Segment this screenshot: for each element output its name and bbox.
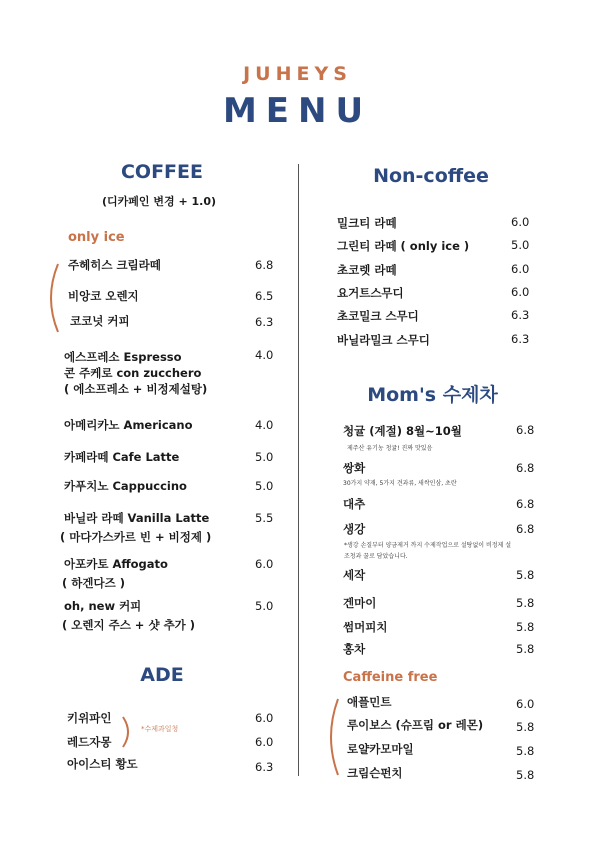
tea-note: *생강 손질부터 양금제거 까지 수제작업으로 설탕없이 비정제 설	[344, 542, 512, 549]
brand-name: JUHEYS	[243, 63, 352, 85]
noncoffee-item: 바닐라밀크 스무디	[337, 333, 430, 347]
caffeine-free-item: 루이보스 (슈프림 or 레몬)	[347, 718, 484, 732]
ade-price: 6.0	[255, 735, 274, 749]
coffee-item: 카페라떼 Cafe Latte	[64, 450, 180, 464]
ade-item: 키위파인	[67, 711, 112, 725]
noncoffee-item: 요거트스무디	[337, 286, 404, 300]
coffee-item-sub: ( 하겐다즈 )	[62, 576, 125, 590]
tea-price: 5.8	[516, 596, 535, 610]
caffeine-free-title: Caffeine free	[343, 670, 438, 685]
espresso-sub-line: ( 에소프레소 + 비정제설탕)	[64, 382, 208, 396]
coffee-price: 5.0	[255, 599, 274, 613]
ade-price: 6.0	[255, 711, 274, 725]
ade-title: ADE	[140, 664, 184, 686]
noncoffee-price: 6.0	[511, 285, 530, 299]
tea-item: 청귤 (계절) 8월~10월	[343, 424, 462, 438]
noncoffee-item: 초코밀크 스무디	[337, 309, 419, 323]
coffee-price: 5.0	[255, 479, 274, 493]
tea-item: 썸머피치	[343, 620, 388, 634]
tea-price: 6.8	[516, 423, 535, 437]
tea-item: 세작	[343, 568, 366, 582]
noncoffee-item: 그린티 라떼 ( only ice )	[337, 239, 470, 253]
coffee-title: COFFEE	[120, 161, 203, 183]
noncoffee-title: Non-coffee	[373, 165, 489, 187]
caffeine-free-price: 6.0	[516, 697, 535, 711]
only-ice-label: only ice	[68, 230, 125, 245]
con-zucchero-line: 콘 주케로 con zucchero	[64, 366, 202, 380]
only-ice-item: 코코넛 커피	[70, 314, 130, 328]
moms-title: Mom's 수제차	[367, 384, 498, 406]
ade-item: 레드자몽	[67, 735, 112, 749]
caffeine-free-price: 5.8	[516, 744, 535, 758]
espresso-price: 4.0	[255, 348, 274, 362]
tea-note: 제주산 유기농 청귤! 진짜 맛있음	[347, 445, 433, 452]
noncoffee-price: 6.3	[511, 308, 530, 322]
noncoffee-item: 초코렛 라떼	[337, 263, 397, 277]
tea-price: 5.8	[516, 568, 535, 582]
decaf-note: (디카페인 변경 + 1.0)	[102, 195, 217, 208]
coffee-item: 아포카토 Affogato	[64, 557, 168, 571]
only-ice-price: 6.5	[255, 289, 274, 303]
noncoffee-item: 밀크티 라떼	[337, 216, 397, 230]
menu-title: MENU	[222, 91, 373, 131]
column-divider	[298, 164, 299, 776]
only-ice-price: 6.8	[255, 258, 274, 272]
only-ice-price: 6.3	[255, 315, 274, 329]
caffeine-free-price: 5.8	[516, 720, 535, 734]
tea-price: 6.8	[516, 522, 535, 536]
tea-price: 5.8	[516, 620, 535, 634]
coffee-item-sub: ( 마다가스카르 빈 + 비정제 )	[60, 530, 212, 544]
tea-note: 30가지 약재, 5가지 견과류, 새싹인삼, 초란	[343, 480, 457, 487]
noncoffee-price: 6.0	[511, 215, 530, 229]
tea-item: 대추	[343, 497, 366, 511]
tea-price: 6.8	[516, 497, 535, 511]
tea-price: 6.8	[516, 461, 535, 475]
coffee-item: oh, new 커피	[64, 599, 142, 613]
tea-item: 생강	[343, 522, 366, 536]
coffee-price: 5.5	[255, 511, 274, 525]
caffeine-free-price: 5.8	[516, 768, 535, 782]
tea-item: 쌍화	[343, 461, 366, 475]
caffeine-free-item: 크림슨펀치	[347, 766, 403, 780]
ade-price: 6.3	[255, 760, 274, 774]
coffee-price: 5.0	[255, 450, 274, 464]
coffee-item: 아메리카노 Americano	[64, 418, 193, 432]
tea-note-cont: 조청과 꿀로 담았습니다.	[344, 553, 408, 560]
ade-note: *수제과일청	[141, 725, 179, 733]
noncoffee-price: 5.0	[511, 238, 530, 252]
left-bracket-icon	[42, 262, 62, 334]
only-ice-item: 주헤히스 크림라떼	[68, 258, 161, 272]
caffeine-free-item: 애플민트	[347, 695, 392, 709]
left-bracket-icon	[322, 697, 342, 777]
coffee-price: 6.0	[255, 557, 274, 571]
coffee-item: 바닐라 라떼 Vanilla Latte	[64, 511, 210, 525]
only-ice-item: 비앙코 오렌지	[68, 289, 139, 303]
coffee-price: 4.0	[255, 418, 274, 432]
tea-price: 5.8	[516, 642, 535, 656]
right-bracket-icon	[121, 715, 135, 749]
ade-item: 아이스티 황도	[67, 757, 138, 771]
coffee-item-sub: ( 오렌지 주스 + 샷 추가 )	[62, 618, 196, 632]
noncoffee-price: 6.3	[511, 332, 530, 346]
espresso-line: 에스프레소 Espresso	[64, 350, 182, 364]
noncoffee-price: 6.0	[511, 262, 530, 276]
tea-item: 겐마이	[343, 596, 377, 610]
tea-item: 홍차	[343, 642, 366, 656]
coffee-item: 카푸치노 Cappuccino	[64, 479, 187, 493]
caffeine-free-item: 로얄카모마일	[347, 742, 414, 756]
